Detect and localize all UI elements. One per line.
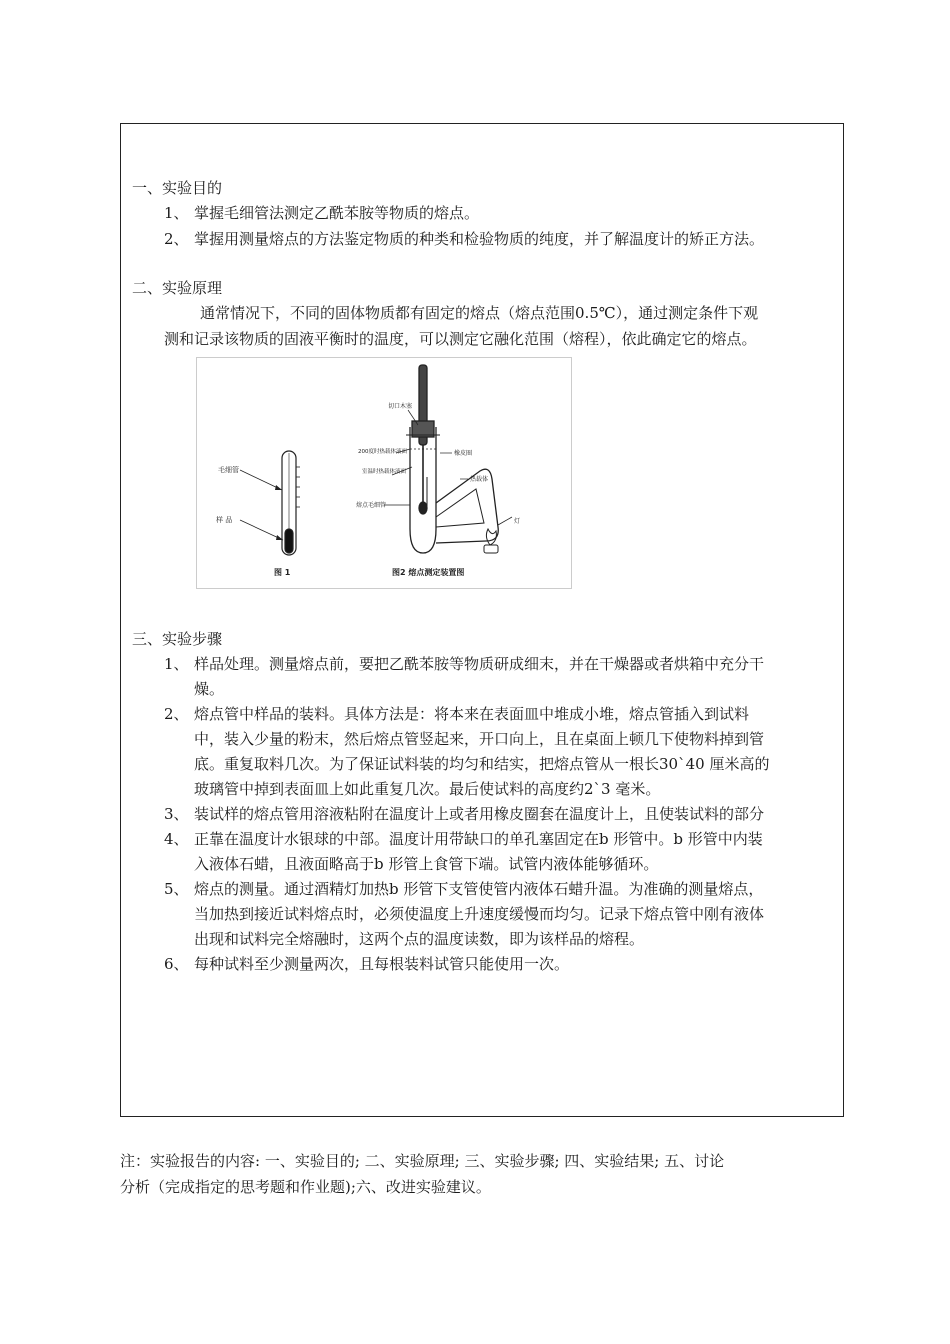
section1-heading: 一、实验目的 xyxy=(132,179,223,197)
step4-num: 4、 xyxy=(164,830,189,848)
liquid-room-label: 室温时热载体液面 xyxy=(362,469,407,475)
note-line2: 分析（完成指定的思考题和作业题);六、改进实验建议。 xyxy=(120,1178,491,1196)
section1-item1-text: 掌握毛细管法测定乙酰苯胺等物质的熔点。 xyxy=(194,204,480,222)
step4-line1: 正靠在温度计水银球的中部。温度计用带缺口的单孔塞固定在b 形管中。b 形管中内装 xyxy=(194,830,763,848)
step2-line1: 熔点管中样品的装料。具体方法是：将本来在表面皿中堆成小堆，熔点管插入到试料 xyxy=(194,705,750,723)
step2-line2: 中，装入少量的粉末，然后熔点管竖起来，开口向上，且在桌面上顿几下使物料掉到管 xyxy=(194,730,765,748)
lamp-label: 灯 xyxy=(514,518,521,525)
figure2-caption: 图2 熔点测定装置图 xyxy=(392,568,465,577)
step3-line1: 装试样的熔点管用溶液粘附在温度计上或者用橡皮圈套在温度计上，且使装试料的部分 xyxy=(194,805,765,823)
cork-label: 切口木塞 xyxy=(388,403,413,410)
figure1-caption: 图 1 xyxy=(274,568,291,577)
step6-line1: 每种试料至少测量两次，且每根装料试管只能使用一次。 xyxy=(194,955,570,973)
section3-heading: 三、实验步骤 xyxy=(132,630,223,648)
step6-num: 6、 xyxy=(164,955,189,973)
heat-carrier-label: 热载体 xyxy=(470,476,489,483)
figure1-capillary xyxy=(240,451,300,555)
capillary-label: 毛细管 xyxy=(218,466,239,474)
step2-num: 2、 xyxy=(164,705,189,723)
section1-item1-num: 1、 xyxy=(164,204,189,222)
mp-tube-label: 熔点毛细管 xyxy=(356,502,387,509)
rubber-label: 橡皮圈 xyxy=(454,450,473,457)
section2-para-line2: 测和记录该物质的固液平衡时的温度，可以测定它融化范围（熔程），依此确定它的熔点。 xyxy=(164,330,757,348)
section2-heading: 二、实验原理 xyxy=(132,279,223,297)
step5-num: 5、 xyxy=(164,880,189,898)
melting-point-apparatus-figure xyxy=(196,357,572,589)
section2-para-line1: 通常情况下，不同的固体物质都有固定的熔点（熔点范围0.5℃），通过测定条件下观 xyxy=(200,304,759,322)
section1-item2-text: 掌握用测量熔点的方法鉴定物质的种类和检验物质的纯度，并了解温度计的矫正方法。 xyxy=(194,230,765,248)
step5-line2: 当加热到接近试料熔点时，必须使温度上升速度缓慢而均匀。记录下熔点管中刚有液体 xyxy=(194,905,765,923)
step2-line3: 底。重复取料几次。为了保证试料装的均匀和结实，把熔点管从一根长30`40 厘米高的 xyxy=(194,755,770,773)
section1-item2-num: 2、 xyxy=(164,230,189,248)
step5-line3: 出现和试料完全熔融时，这两个点的温度读数，即为该样品的熔程。 xyxy=(194,930,645,948)
step4-line2: 入液体石蜡，且液面略高于b 形管上食管下端。试管内液体能够循环。 xyxy=(194,855,659,873)
step5-line1: 熔点的测量。通过酒精灯加热b 形管下支管使管内液体石蜡升温。为准确的测量熔点， xyxy=(194,880,764,898)
note-line1: 注：实验报告的内容: 一、实验目的; 二、实验原理; 三、实验步骤; 四、实验结果; 五、讨论 xyxy=(120,1152,725,1170)
burner-body xyxy=(484,545,498,553)
thermometer-bulb xyxy=(419,502,427,514)
liquid-200-label: 200度时热载体液面 xyxy=(358,449,407,455)
step2-line4: 玻璃管中掉到表面皿上如此重复几次。最后使试料的高度约2`3 毫米。 xyxy=(194,780,661,798)
figure2-apparatus xyxy=(406,365,512,553)
sample-label: 样 品 xyxy=(216,516,233,524)
step1-line1: 样品处理。测量熔点前，要把乙酰苯胺等物质研成细末，并在干燥器或者烘箱中充分干 xyxy=(194,655,765,673)
sample-fill xyxy=(285,529,293,553)
step3-num: 3、 xyxy=(164,805,189,823)
b-tube-side-arm xyxy=(436,469,498,543)
b-tube-side-arm-inner xyxy=(436,489,484,527)
sample-leader xyxy=(240,520,283,540)
burner-flame xyxy=(486,529,496,545)
step1-line2: 燥。 xyxy=(194,680,225,698)
step1-num: 1、 xyxy=(164,655,189,673)
